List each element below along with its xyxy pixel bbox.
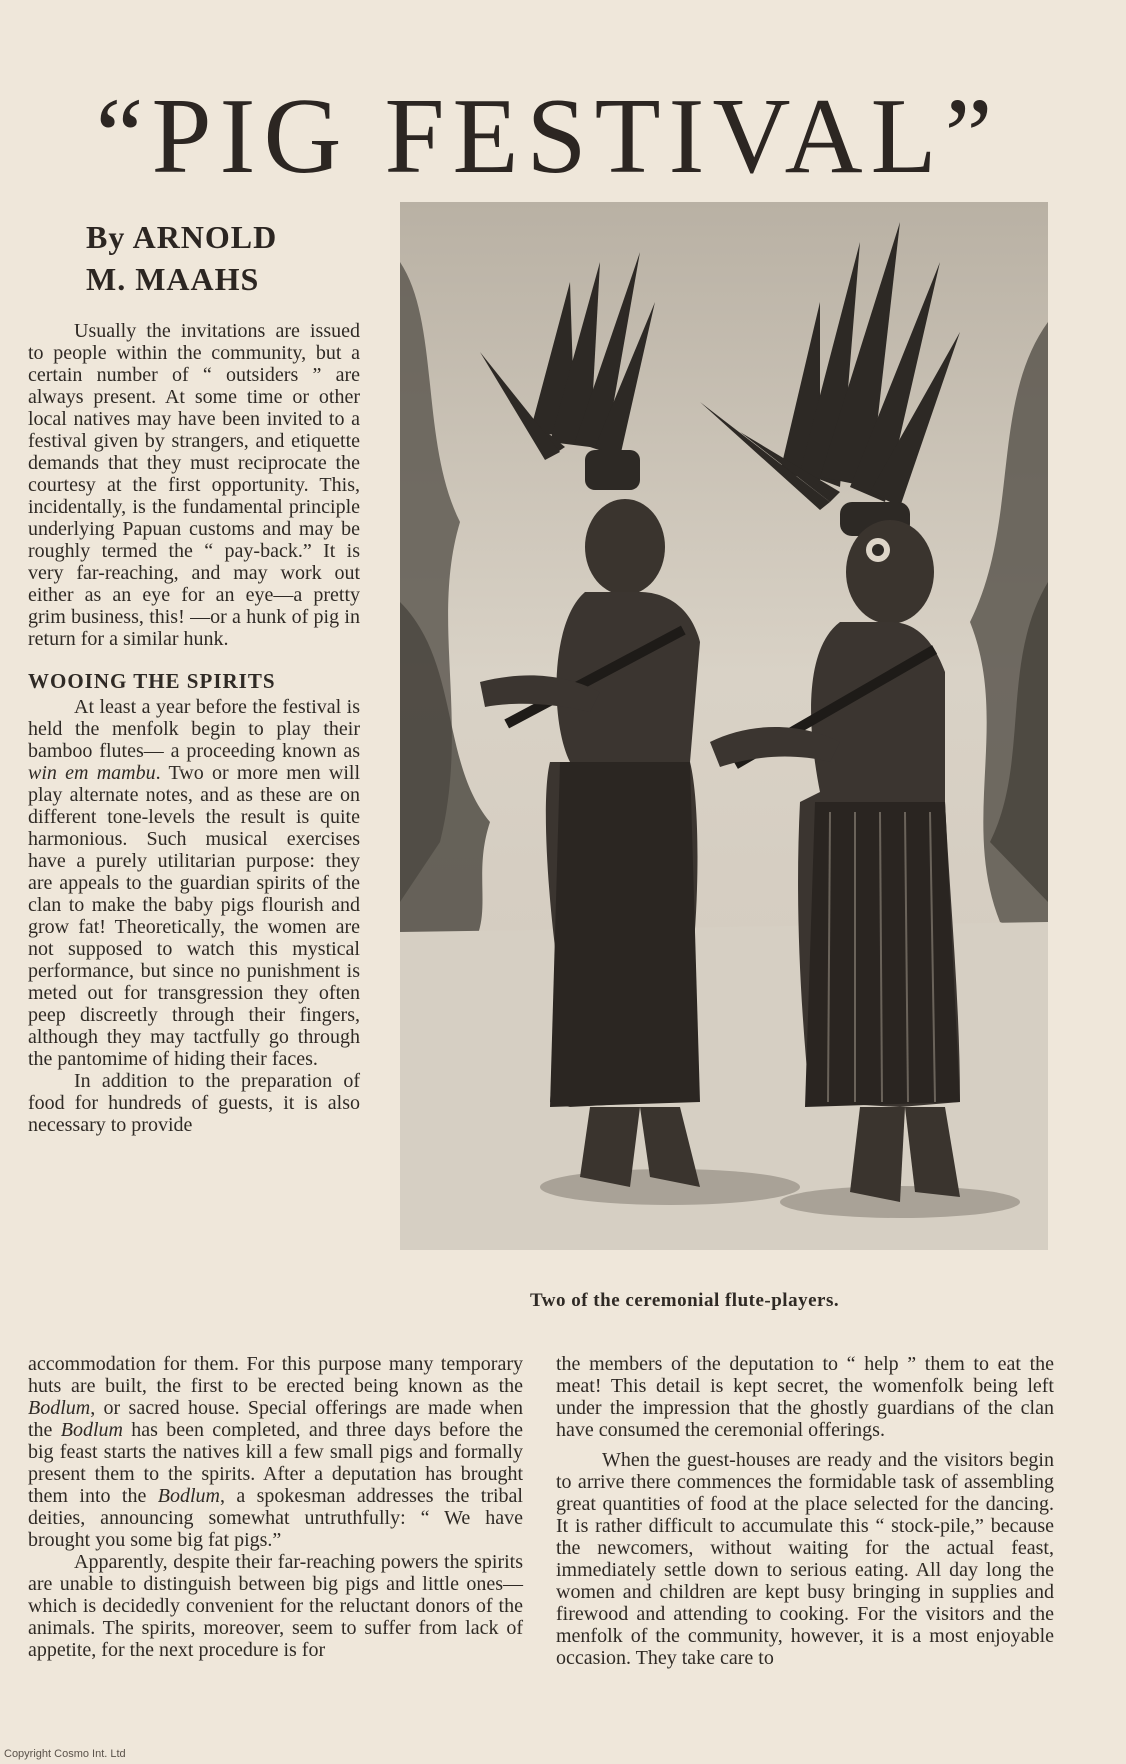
- intro-paragraph: Usually the invitations are issued to people within the community, but a certain number of “ outsiders ” are always present. At some time or other local natives may have been invited to a festival given by strangers, and etiquette demands that they must reciprocate the courtesy at the first opportunity. This, incidentally, is the fundamental principle underlying Papuan customs and may be roughly termed the “ pay-back.” It is very far-reaching, and may work out either as an eye for an eye—a pretty grim business, this! —or a hunk of pig in return for a similar hunk.: [28, 320, 360, 650]
- photo-caption: Two of the ceremonial flute-players.: [530, 1290, 840, 1311]
- photo-illustration: [400, 202, 1048, 1250]
- bottom-left-column: [28, 1353, 523, 1661]
- section-subheading: WOOING THE SPIRITS: [28, 669, 276, 693]
- paragraph-2: [28, 696, 360, 1070]
- paragraph-3-start: In addition to the preparation of food for hundreds of guests, it is also necessary to provide: [28, 1070, 360, 1136]
- p3-italic-2: Bodlum: [60, 1419, 123, 1441]
- left-column: [28, 320, 360, 1136]
- article-title: “PIG FESTIVAL”: [95, 77, 1001, 196]
- paragraph-3-continued: [28, 1353, 523, 1551]
- paragraph-2-italic: win em mambu: [28, 762, 156, 784]
- byline-line-1: By ARNOLD: [86, 219, 278, 255]
- copyright-notice: Copyright Cosmo Int. Ltd: [4, 1748, 126, 1760]
- p3-c: has been completed, and three days before the big feast starts the natives kill a few small pigs and formally present them to the spirits. After a deputation has brought them into the: [28, 1419, 524, 1507]
- paragraph-5: the members of the deputation to “ help ” them to eat the meat! This detail is kept secret, the womenfolk being left under the impression that the ghostly guardians of the clan have consumed the ceremonial offerings.: [556, 1353, 1054, 1441]
- p3-d: , a spokesman addresses the tribal deities, announcing somewhat untruthfully: “ We have brought you some big fat pigs.”: [28, 1485, 523, 1551]
- paragraph-6: When the guest-houses are ready and the visitors begin to arrive there commences the formidable task of assembling great quantities of food at the place selected for the dancing. It is rather difficult to accumulate this “ stock-pile,” because the newcomers, without waiting for the actual feast, immediately settle down to serious eating. All day long the women and children are kept busy bringing in supplies and firewood and attending to cooking. For the visitors and the menfolk of the community, however, it is a most enjoyable occasion. They take care to: [556, 1449, 1054, 1669]
- p3-italic-1: Bodlum: [28, 1397, 91, 1419]
- bottom-right-column: [556, 1353, 1054, 1669]
- flute-players-photo: [400, 202, 1048, 1250]
- byline-line-2: M. MAAHS: [86, 261, 260, 297]
- paragraph-2-start: At least a year before the festival is held the menfolk begin to play their bamboo flutes— a proceeding known as: [28, 696, 360, 762]
- p3-b: , or sacred house. Special offerings are made when the: [28, 1397, 523, 1441]
- paragraph-4: Apparently, despite their far-reaching powers the spirits are unable to distinguish between big pigs and little ones—which is decidedly convenient for the reluctant donors of the animals. The spirits, moreover, seem to suffer from lack of appetite, for the next procedure is for: [28, 1551, 523, 1661]
- p3-a: accommodation for them. For this purpose many temporary huts are built, the first to be erected being known as the: [28, 1353, 523, 1397]
- byline: [86, 216, 386, 300]
- paragraph-2-end: . Two or more men will play alternate notes, and as these are on different tone-levels the result is quite harmonious. Such musical exercises have a purely utilitarian purpose: they are appeals to the guardian spirits of the clan to make the baby pigs flourish and grow fat! Theoretically, the women are not supposed to watch this mystical performance, but since no punishment is meted out for transgression they often peep discreetly through their fingers, although they may tactfully go through the pantomime of hiding their faces.: [28, 762, 361, 1070]
- p3-italic-3: Bodlum: [157, 1485, 220, 1507]
